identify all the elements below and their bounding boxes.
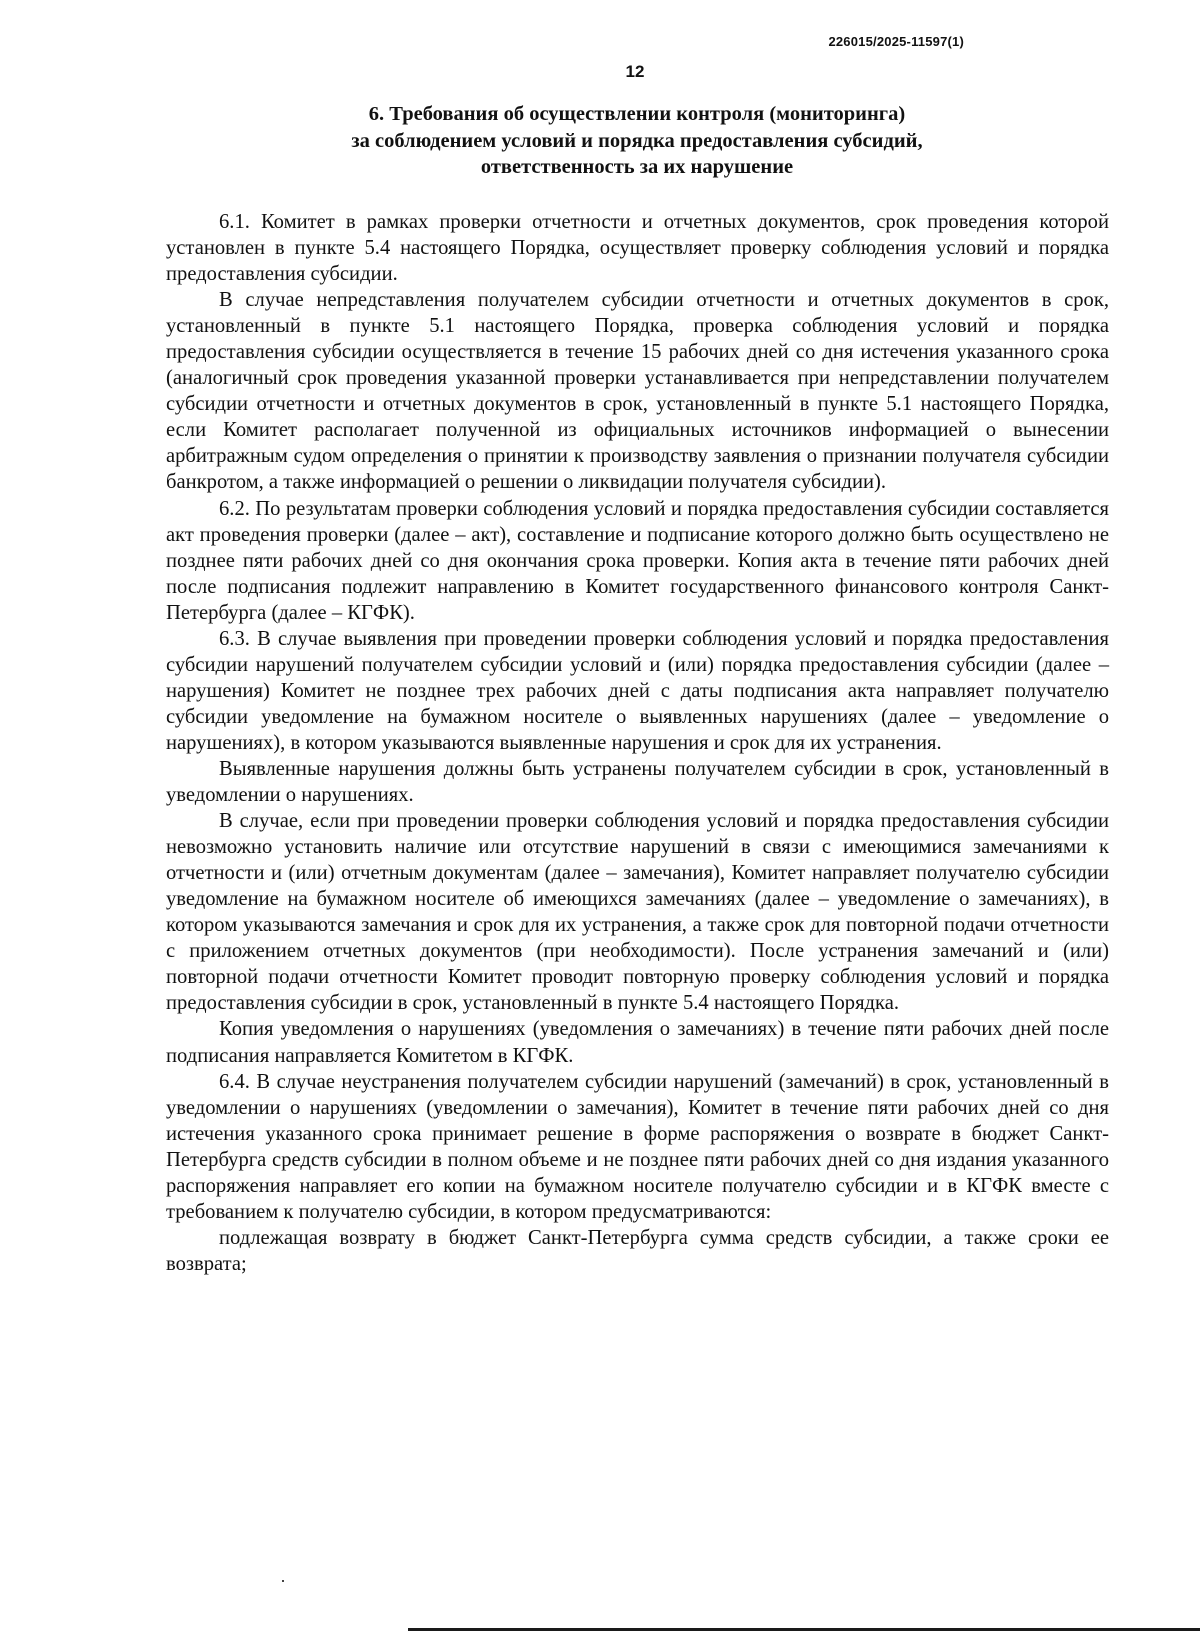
paragraph-non-submission: В случае непредставления получателем субсидии отчетности и отчетных документов в срок, установленный в пункте 5.1 настоящего Порядка, проверка соблюдения условий и порядка предоставления субсидии осуществляется в течение 15 рабочих дней со дня истечения указанного срока (аналогичный срок проведения указанной проверки устанавливается при непредставлении получателем субсидии отчетности и отчетных документов в срок, установленный в пункте 5.1 настоящего Порядка, если Комитет располагает полученной из официальных источников информацией о вынесении арбитражным судом определения о принятии к производству заявления о признании получателя субсидии банкротом, а также информацией о решении о ликвидации получателя субсидии). [166, 289, 1109, 494]
section-heading-line: ответственность за их нарушение [480, 156, 794, 178]
section-heading [165, 101, 1109, 181]
section-heading-line: за соблюдением условий и порядка предоставления субсидий, [351, 129, 923, 152]
scan-speck [282, 1580, 284, 1582]
section-body [166, 209, 1109, 1277]
document-registration-number: 226015/2025-11597(1) [828, 34, 964, 49]
scan-edge-line [408, 1628, 1200, 1631]
section-heading-line: 6. Требования об осуществлении контроля (мониторинга) [368, 103, 906, 125]
paragraph-6-3: 6.3. В случае выявления при проведении проверки соблюдения условий и порядка предоставления субсидии нарушений получателем субсидии условий и (или) порядка предоставления субсидии (далее – нарушения) Комитет не позднее трех рабочих дней с даты подписания акта направляет получателю субсидии уведомление на бумажном носителе о выявленных нарушениях (далее – уведомление о нарушениях), в котором указываются выявленные нарушения и срок для их устранения. [166, 627, 1109, 754]
paragraph-notice-copy: Копия уведомления о нарушениях (уведомления о замечаниях) в течение пяти рабочих дней после подписания направляется Комитетом в КГФК. [166, 1018, 1109, 1067]
paragraph-refund-amount: подлежащая возврату в бюджет Санкт-Петербурга сумма средств субсидии, а также сроки ее возврата; [166, 1226, 1109, 1275]
paragraph-6-1: 6.1. Комитет в рамках проверки отчетности и отчетных документов, срок проведения которой установлен в пункте 5.4 настоящего Порядка, осуществляет проверку соблюдения условий и порядка предоставления субсидии. [166, 211, 1109, 286]
paragraph-remarks: В случае, если при проведении проверки соблюдения условий и порядка предоставления субсидии невозможно установить наличие или отсутствие нарушений в связи с имеющимися замечаниями к отчетности и (или) отчетным документам (далее – замечания), Комитет направляет получателю субсидии уведомление на бумажном носителе об имеющихся замечаниях (далее – уведомление о замечаниях), в котором указываются замечания и срок для их устранения, а также срок для повторной подачи отчетности с приложением отчетных документов (при необходимости). После устранения замечаний и (или) повторной подачи отчетности Комитет проводит повторную проверку соблюдения условий и порядка предоставления субсидии в срок, установленный в пункте 5.4 настоящего Порядка. [166, 810, 1109, 1015]
paragraph-6-2: 6.2. По результатам проверки соблюдения условий и порядка предоставления субсидии составляется акт проведения проверки (далее – акт), составление и подписание которого должно быть осуществлено не позднее пяти рабочих дней со дня окончания срока проверки. Копия акта в течение пяти рабочих дней после подписания подлежит направлению в Комитет государственного финансового контроля Санкт-Петербурга (далее – КГФК). [166, 497, 1109, 624]
page-number: 12 [625, 62, 645, 81]
paragraph-violations-fix: Выявленные нарушения должны быть устранены получателем субсидии в срок, установленный в уведомлении о нарушениях. [166, 757, 1109, 807]
paragraph-6-4: 6.4. В случае неустранения получателем субсидии нарушений (замечаний) в срок, установленный в уведомлении о нарушениях (уведомлении о замечания), Комитет в течение пяти рабочих дней со дня истечения указанного срока принимает решение в форме распоряжения о возврате в бюджет Санкт-Петербурга средств субсидии в полном объеме и не позднее пяти рабочих дней со дня издания указанного распоряжения направляет его копии на бумажном носителе получателю субсидии и в КГФК вместе с требованием к получателю субсидии, в котором предусматриваются: [166, 1070, 1109, 1223]
